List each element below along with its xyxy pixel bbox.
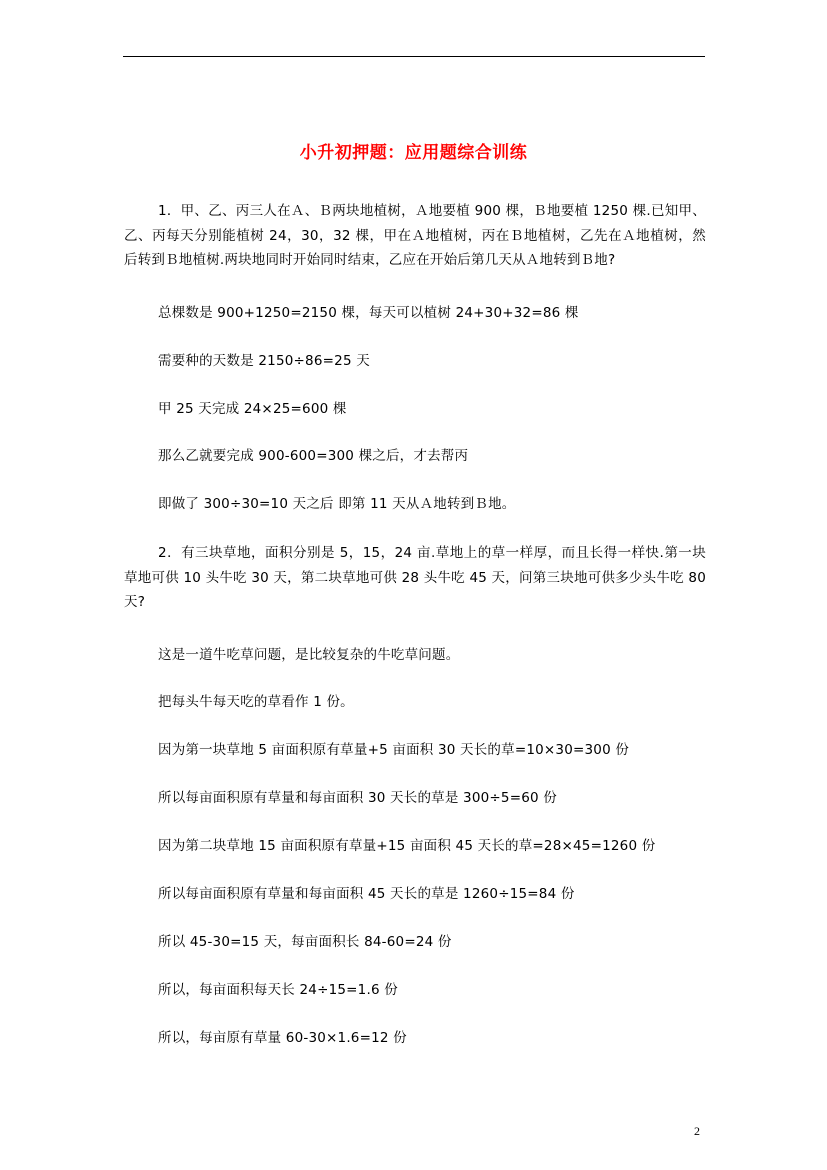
header-rule — [123, 56, 705, 57]
problem-2-solution-line: 所以每亩面积原有草量和每亩面积 45 天长的草是 1260÷15=84 份 — [158, 886, 575, 902]
problem-2-solution-line: 所以，每亩面积每天长 24÷15=1.6 份 — [158, 982, 398, 998]
problem-2-solution-line: 把每头牛每天吃的草看作 1 份。 — [158, 694, 354, 710]
problem-1-solution-line: 甲 25 天完成 24×25=600 棵 — [158, 401, 347, 417]
problem-1-question: 1．甲、乙、丙三人在Ａ、Ｂ两块地植树，Ａ地要植 900 棵，Ｂ地要植 1250 棵.已知甲、乙、丙每天分别能植树 24，30，32 棵，甲在Ａ地植树，丙在Ｂ地植树，乙先在Ａ地植树，然后转到Ｂ地植树.两块地同时开始同时结束，乙应在开始后第几天从Ａ地转到Ｂ地? — [124, 203, 706, 268]
problem-2-question: 2．有三块草地，面积分别是 5，15，24 亩.草地上的草一样厚，而且长得一样快.第一块草地可供 10 头牛吃 30 天，第二块草地可供 28 头牛吃 45 天，问第三块地可供多少头牛吃 80 天? — [124, 545, 706, 610]
problem-2-solution-line: 因为第二块草地 15 亩面积原有草量+15 亩面积 45 天长的草=28×45=1260 份 — [158, 838, 656, 854]
problem-2-solution-line: 所以，每亩原有草量 60-30×1.6=12 份 — [158, 1030, 407, 1046]
problem-2-solution-line: 所以每亩面积原有草量和每亩面积 30 天长的草是 300÷5=60 份 — [158, 790, 558, 806]
problem-2-solution-line: 所以 45-30=15 天，每亩面积长 84-60=24 份 — [158, 934, 452, 950]
problem-1-solution-line: 那么乙就要完成 900-600=300 棵之后，才去帮丙 — [158, 448, 469, 464]
problem-1-solution-line: 需要种的天数是 2150÷86=25 天 — [158, 353, 370, 369]
problem-2-solution-line: 这是一道牛吃草问题，是比较复杂的牛吃草问题。 — [158, 647, 460, 663]
problem-1-solution-line: 即做了 300÷30=10 天之后 即第 11 天从Ａ地转到Ｂ地。 — [158, 496, 516, 512]
document-title: 小升初押题：应用题综合训练 — [299, 143, 528, 163]
page-number: 2 — [694, 1124, 700, 1138]
problem-1-solution-line: 总棵数是 900+1250=2150 棵，每天可以植树 24+30+32=86 棵 — [158, 305, 579, 321]
problem-2-solution-line: 因为第一块草地 5 亩面积原有草量+5 亩面积 30 天长的草=10×30=300 份 — [158, 742, 630, 758]
